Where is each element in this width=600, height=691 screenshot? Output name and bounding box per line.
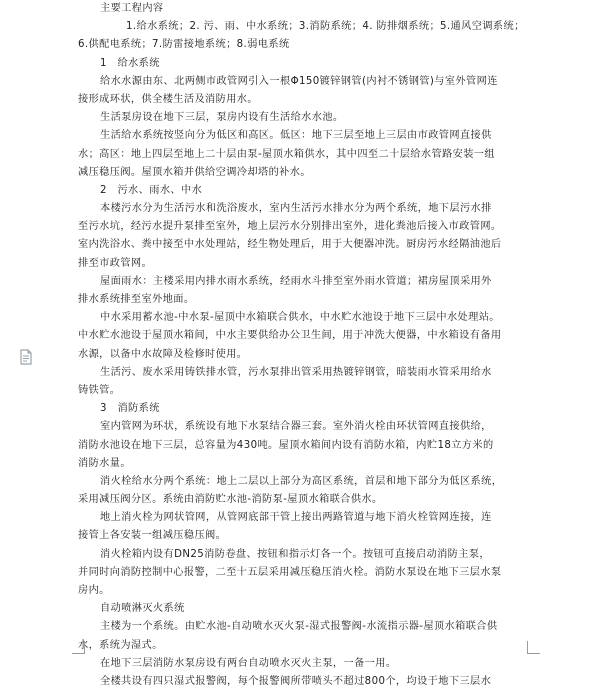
- text-line: 全楼共设有四只湿式报警阀，每个报警阀所带喷头不超过800个，均设于地下三层水: [100, 675, 492, 687]
- text-line: 铸铁管。: [78, 384, 121, 396]
- text-line: 本楼污水分为生活污水和洗浴废水，室内生活污水排水分为两个系统，地下层污水排: [100, 203, 492, 215]
- text-line: 消防水量。: [78, 457, 131, 469]
- document-icon[interactable]: [18, 349, 34, 365]
- text-line: 自动喷淋灭火系统: [100, 603, 185, 615]
- text-line: 生活泵房设在地下三层，泵房内设有生活给水水池。: [100, 112, 344, 124]
- text-line: 1 给水系统: [100, 57, 160, 69]
- text-line: 水源，以备中水故障及检修时使用。: [78, 348, 248, 360]
- text-line: 房内。: [78, 585, 110, 596]
- text-line: 6.供配电系统；7.防雷接地系统；8.弱电系统: [78, 39, 290, 51]
- text-line: 并同时向消防控制中心报警，二至十五层采用减压稳压消火栓。消防水泵设在地下三层水泵: [78, 566, 502, 578]
- text-line: 采用减压阀分区。系统由消防贮水池-消防泵-屋顶水箱联合供水。: [78, 494, 383, 506]
- text-line: 水，系统为湿式。: [78, 639, 163, 651]
- text-line: 消火栓箱内设有DN25消防卷盘、按钮和指示灯各一个。按钮可直接启动消防主泵，: [100, 548, 490, 560]
- text-line: 主要工程内容: [100, 3, 164, 14]
- text-line: 减压稳压阀。屋顶水箱并供给空调冷却塔的补水。: [78, 166, 311, 178]
- text-line: 排水系统排至室外地面。: [78, 294, 195, 305]
- text-line: 给水水源由东、北两侧市政管网引入一根Φ150镀锌钢管(内衬不锈钢管)与室外管网连: [100, 75, 498, 87]
- text-line: 水；高区：地上四层至地上二十层由泵-屋顶水箱供水，其中四至二十层给水管路安装一组: [78, 148, 495, 160]
- text-line: 接管上各安装一组减压稳压阀。: [78, 530, 227, 542]
- margin-corner-left: [72, 641, 85, 654]
- text-line: 排至市政管网。: [78, 257, 153, 269]
- text-line: 主楼为一个系统。由贮水池-自动喷水灭火泵-湿式报警阀-水流指示器-屋顶水箱联合供: [100, 621, 498, 633]
- text-line: 至污水坑，经污水提升泵排至室外，地上层污水分别排出室外，进化粪池后接入市政管网。: [78, 221, 502, 233]
- text-line: 地上消火栓为网状管网，从管网底部干管上接出两路管道与地下消火栓管网连接，连: [100, 512, 492, 524]
- text-line: 中水采用蓄水池-中水泵-屋顶中水箱联合供水，中水贮水池设于地下三层中水处理站。: [100, 312, 500, 324]
- text-line: 室内洗浴水、粪中接至中水处理站，经生物处理后，用于大便器冲洗。厨房污水经隔油池后: [78, 239, 502, 251]
- text-line: 消火栓给水分两个系统：地上二层以上部分为高区系统，首层和地下部分为低区系统，: [100, 475, 503, 487]
- margin-corner-right: [527, 641, 540, 654]
- text-line: 生活给水系统按竖向分为低区和高区。低区：地下三层至地上三层由市政管网直接供: [100, 130, 492, 142]
- text-line: 屋面雨水：主楼采用内排水雨水系统，经雨水斗排至室外雨水管道；裙房屋顶采用外: [100, 275, 492, 287]
- text-line: 2 污水、雨水、中水: [100, 184, 203, 196]
- text-line: 生活污、废水采用铸铁排水管，污水泵排出管采用热镀锌钢管，暗装雨水管采用给水: [100, 366, 492, 378]
- text-line: 接形成环状，供全楼生活及消防用水。: [78, 93, 258, 105]
- text-line: 在地下三层消防水泵房设有两台自动喷水灭火主泵，一备一用。: [100, 657, 397, 669]
- text-line: 3 消防系统: [100, 403, 160, 415]
- text-line: 室内管网为环状，系统设有地下水泵结合器三套。室外消火栓由环状管网直接供给，: [100, 421, 492, 433]
- text-line: 1.给水系统；2. 污、雨、中水系统；3.消防系统；4. 防排烟系统；5.通风空调系统；: [126, 21, 525, 33]
- text-line: 消防水池设在地下三层，总容量为430吨。屋顶水箱间内设有消防水箱，内贮18立方米的: [78, 439, 494, 451]
- document-body: [78, 0, 526, 691]
- text-line: 中水贮水池设于屋顶水箱间，中水主要供给办公卫生间，用于冲洗大便器，中水箱设有备用: [78, 330, 502, 342]
